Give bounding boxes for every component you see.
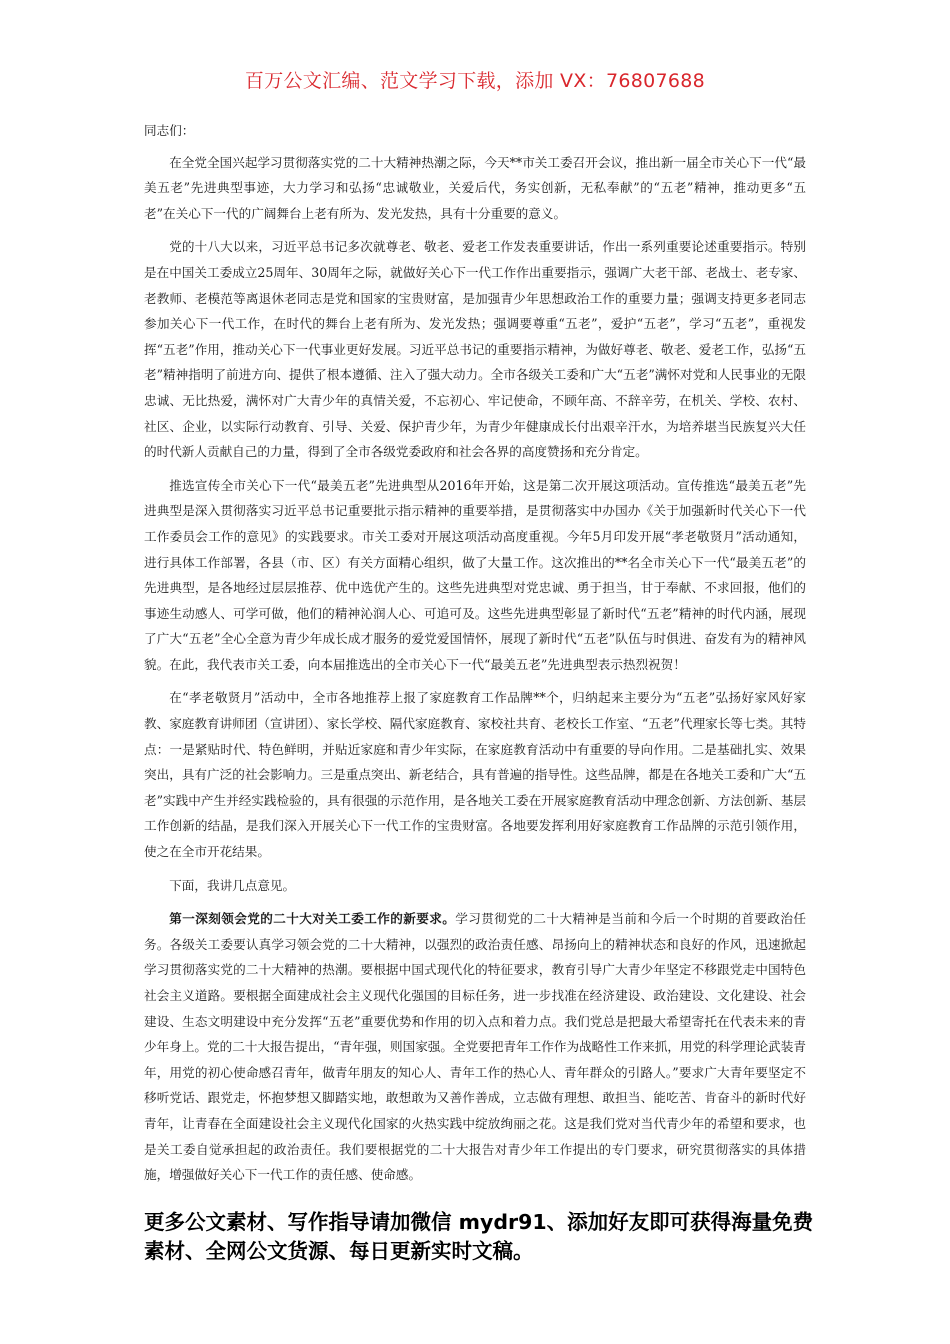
paragraph-family-education: 在“孝老敬贤月”活动中，全市各地推荐上报了家庭教育工作品牌**个，归纳起来主要分为“五老”弘扬好家风好家教、家庭教育讲师团（宣讲团）、家长学校、隔代家庭教育、家校社共育、老校长工作室、“五老”代理家长等七类。其特点：一是紧贴时代、特色鲜明，并贴近家庭和青少年实际，在家庭教育活动中有重要的导向作用。二是基础扎实、效果突出，具有广泛的社会影响力。三是重点突出、新老结合，具有普遍的指导性。这些品牌，都是在各地关工委和广大“五老”实践中产生并经实践检验的，具有很强的示范作用，是各地关工委在开展家庭教育活动中理念创新、方法创新、基层工作创新的结晶，是我们深入开展关心下一代工作的宝贵财富。各地要发挥利用好家庭教育工作品牌的示范引领作用，使之在全市开花结果。: [144, 690, 806, 860]
document-body: [144, 118, 806, 1196]
paragraph-instructions: 党的十八大以来，习近平总书记多次就尊老、敬老、爱老工作发表重要讲话，作出一系列重要论述重要指示。特别是在中国关工委成立25周年、30周年之际，就做好关心下一代工作作出重要指示，强调广大老干部、老战士、老专家、老教师、老模范等离退休老同志是党和国家的宝贵财富，是加强青少年思想政治工作的重要力量；强调支持更多老同志参加关心下一代工作，在时代的舞台上老有所为、发光发热；强调要尊重“五老”，爱护“五老”，学习“五老”，重视发挥“五老”作用，推动关心下一代事业更好发展。习近平总书记的重要指示精神，为做好尊老、敬老、爱老工作，弘扬“五老”精神指明了前进方向、提供了根本遵循、注入了强大动力。全市各级关工委和广大“五老”满怀对党和人民事业的无限忠诚、无比热爱，满怀对广大青少年的真情关爱，不忘初心、牢记使命，不顾年高、不辞辛劳，在机关、学校、农村、社区、企业，以实际行动教育、引导、关爱、保护青少年，为青少年健康成长付出艰辛汗水，为培养堪当民族复兴大任的时代新人贡献自己的力量，得到了全市各级党委政府和社会各界的高度赞扬和充分肯定。: [144, 239, 806, 460]
section-one-paragraph: [144, 906, 806, 1188]
paragraph-transition: 下面，我讲几点意见。: [169, 877, 296, 893]
paragraph-selection: 推选宣传全市关心下一代“最美五老”先进典型从2016年开始，这是第二次开展这项活动。宣传推选“最美五老”先进典型是深入贯彻落实习近平总书记重要批示指示精神的重要举措，是贯彻落实中办国办《关于加强新时代关心下一代工作委员会工作的意见》的实践要求。市关工委对开展这项活动高度重视。今年5月印发开展“孝老敬贤月”活动通知，进行具体工作部署，各县（市、区）有关方面精心组织，做了大量工作。这次推出的**名全市关心下一代“最美五老”的先进典型，是各地经过层层推荐、优中选优产生的。这些先进典型对党忠诚、勇于担当，甘于奉献、不求回报，他们的事迹生动感人、可学可做，他们的精神沁润人心、可追可及。这些先进典型彰显了新时代“五老”精神的时代内涵，展现了广大“五老”全心全意为青少年成长成才服务的爱党爱国情怀，展现了新时代“五老”队伍与时俱进、奋发有为的精神风貌。在此，我代表市关工委，向本届推选出的全市关心下一代“最美五老”先进典型表示热烈祝贺！: [144, 477, 806, 672]
section-one-body: 学习贯彻党的二十大精神是当前和今后一个时期的首要政治任务。各级关工委要认真学习领会党的二十大精神，以强烈的政治责任感、昂扬向上的精神状态和良好的作风，迅速掀起学习贯彻落实党的二十大精神的热潮。要根据中国式现代化的特征要求，教育引导广大青少年坚定不移跟党走中国特色社会主义道路。要根据全面建成社会主义现代化强国的目标任务，进一步找准在经济建设、政治建设、文化建设、社会建设、生态文明建设中充分发挥“五老”重要优势和作用的切入点和着力点。我们党总是把最大希望寄托在代表未来的青少年身上。党的二十大报告提出，“青年强，则国家强。全党要把青年工作作为战略性工作来抓，用党的科学理论武装青年，用党的初心使命感召青年，做青年朋友的知心人、青年工作的热心人、青年群众的引路人。”要求广大青年要坚定不移听党话、跟党走，怀抱梦想又脚踏实地，敢想敢为又善作善成，立志做有理想、敢担当、能吃苦、肯奋斗的新时代好青年，让青春在全面建设社会主义现代化国家的火热实践中绽放绚丽之花。这是我们党对当代青少年的希望和要求，也是关工委自觉承担起的政治责任。我们要根据党的二十大报告对青少年工作提出的专门要求，研究贯彻落实的具体措施，增强做好关心下一代工作的责任感、使命感。: [144, 911, 807, 1183]
salutation: 同志们：: [144, 123, 195, 138]
section-one-heading: 第一深刻领会党的二十大对关工委工作的新要求。: [169, 911, 456, 927]
footer-promo: 更多公文素材、写作指导请加微信 mydr91、添加好友即可获得海量免费素材、全网公文货源、每日更新实时文稿。: [144, 1210, 814, 1263]
paragraph-intro: 在全党全国兴起学习贯彻落实党的二十大精神热潮之际，今天**市关工委召开会议，推出新一届全市关心下一代“最美五老”先进典型事迹，大力学习和弘扬“忠诚敬业，关爱后代，务实创新，无私奉献”的“五老”精神，推动更多“五老”在关心下一代的广阔舞台上老有所为、发光发热，具有十分重要的意义。: [144, 154, 806, 221]
header-banner: 百万公文汇编、范文学习下载，添加 VX：76807688: [244, 70, 706, 92]
